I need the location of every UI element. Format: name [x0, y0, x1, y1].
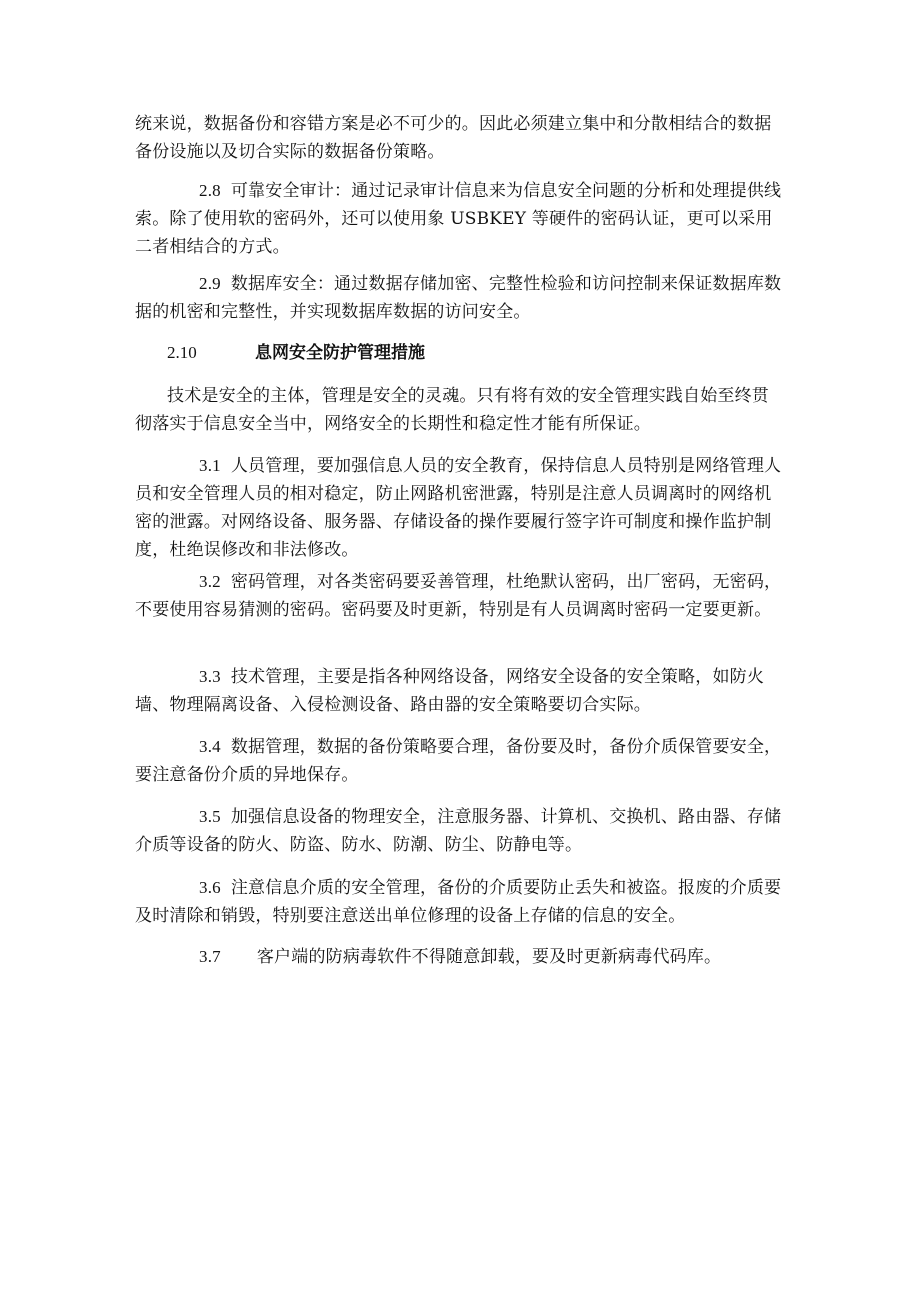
- section-number: 2.8: [199, 181, 221, 200]
- section-2-8: [135, 177, 783, 261]
- section-title: 息网安全防护管理措施: [255, 343, 425, 363]
- section-text: 技术管理，主要是指各种网络设备，网络安全设备的安全策略，如防火墙、物理隔离设备、入侵检测设备、路由器的安全策略要切合实际。: [135, 667, 765, 715]
- section-3-7: [135, 943, 783, 971]
- section-text: 密码管理，对各类密码要妥善管理，杜绝默认密码，出厂密码，无密码，不要使用容易猜测的密码。密码要及时更新，特别是有人员调离时密码一定要更新。: [135, 572, 782, 620]
- section-number: 3.7: [199, 947, 221, 966]
- section-number: 3.4: [199, 737, 221, 756]
- section-text: 加强信息设备的物理安全，注意服务器、计算机、交换机、路由器、存储介质等设备的防火、防盗、防水、防潮、防尘、防静电等。: [135, 807, 782, 855]
- section-3-6: [135, 874, 783, 930]
- paragraph-backup-intro: 统来说，数据备份和容错方案是必不可少的。因此必须建立集中和分散相结合的数据备份设施以及切合实际的数据备份策略。: [135, 114, 772, 162]
- paragraph-management-intro: 技术是安全的主体，管理是安全的灵魂。只有将有效的安全管理实践自始至终贯彻落实于信息安全当中，网络安全的长期性和稳定性才能有所保证。: [135, 386, 769, 434]
- section-number: 2.10: [167, 343, 197, 362]
- section-number: 3.2: [199, 572, 221, 591]
- section-number: 3.5: [199, 807, 221, 826]
- section-number: 3.1: [199, 456, 221, 475]
- section-3-5: [135, 803, 783, 859]
- section-number: 3.3: [199, 667, 221, 686]
- section-text: 人员管理，要加强信息人员的安全教育，保持信息人员特别是网络管理人员和安全管理人员的相对稳定，防止网路机密泄露，特别是注意人员调离时的网络机密的泄露。对网络设备、服务器、存储设备的操作要履行签字许可制度和操作监护制度，杜绝误修改和非法修改。: [135, 456, 782, 560]
- section-3-4: [135, 733, 783, 789]
- section-2-9: [135, 270, 783, 326]
- section-number: 2.9: [199, 274, 221, 293]
- section-text: 数据管理，数据的备份策略要合理，备份要及时，备份介质保管要安全，要注意备份介质的异地保存。: [135, 737, 782, 785]
- section-text: 可靠安全审计：通过记录审计信息来为信息安全问题的分析和处理提供线索。除了使用软的密码外，还可以使用象 USBKEY 等硬件的密码认证，更可以采用二者相结合的方式。: [135, 181, 782, 257]
- section-text: 客户端的防病毒软件不得随意卸载，要及时更新病毒代码库。: [256, 947, 722, 967]
- section-heading-2-10: [167, 339, 425, 367]
- section-text: 注意信息介质的安全管理，备份的介质要防止丢失和被盗。报废的介质要及时清除和销毁，特别要注意送出单位修理的设备上存储的信息的安全。: [135, 878, 782, 926]
- section-3-2: [135, 568, 783, 624]
- section-3-3: [135, 663, 783, 719]
- section-3-1: [135, 452, 783, 564]
- section-number: 3.6: [199, 878, 221, 897]
- section-text: 数据库安全：通过数据存储加密、完整性检验和访问控制来保证数据库数据的机密和完整性，并实现数据库数据的访问安全。: [135, 274, 782, 322]
